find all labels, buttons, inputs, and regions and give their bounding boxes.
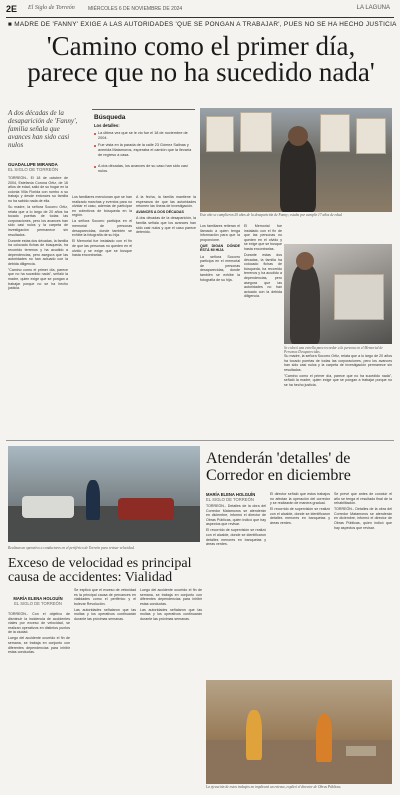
main-story-kicker: ■ MADRE DE 'FANNY' EXIGE A LAS AUTORIDADES 'QUE SE PONGAN A TRABAJAR', PUES NO SE HA HECHO JUSTICIA [8, 21, 397, 28]
main-story-column-2: Los familiares mencionan que se han realizado marchas y eventos para no olvidar el caso, además de participar en colectivos de búsqueda en la región. La señora Socorro participa en el memorial de personas desaparecidas, donde también se exhibe la fotografía de su hija. El Memorial fue instalado con el fin de que las personas no queden en el olvido y se exige que se busque hasta encontrarlas. [72, 195, 132, 258]
masthead [0, 0, 400, 18]
bullet-icon [94, 133, 96, 135]
main-headline-line-2: parece que no ha sucedido nada' [27, 57, 375, 87]
bullet-icon [94, 166, 96, 168]
main-story-column-3: A la fecha, la familia mantiene la esperanza de que las autoridades retomen las líneas de investigación. AVANCES A DOS DÉCADAS A dos décadas de la desaparición, la familia señala que los avances han sido casi nulos y que el caso parece detenido. [136, 195, 196, 235]
third-story-column-1: TORREÓN.- Detalles de la obra del Corredor Matamoros se atenderán en diciembre, informó el director de Obras Públicas, quien indicó que hay aspectos que revisar. El recorrido de supervisión se realizó con el alcalde, donde se identificaron detalles menores en banquetas y áreas verdes. [206, 504, 266, 547]
third-story-column-2: El director señaló que estos trabajos no afectan la operación del corredor y se realizarán de manera gradual. El recorrido de supervisión se realizó con el alcalde, donde se identificaron detalles menores en banquetas y áreas verdes. [270, 492, 330, 526]
bullet-icon [94, 145, 96, 147]
main-headline [8, 33, 394, 85]
person-figure [290, 264, 320, 344]
car [22, 496, 74, 518]
construction-material [346, 746, 376, 756]
missing-poster [320, 114, 350, 152]
person-head [296, 252, 314, 270]
second-story-column-1: TORREÓN.- Con el objetivo de disminuir la incidencia de accidentes viales por exceso de velocidad, se realizan operativos en distintos puntos de la ciudad. Luego del accidente ocurrido el fin de semana, se trabaja en conjunto con diferentes dependencias para inhibir estas conductas. [8, 612, 70, 655]
main-story-column-6: Su madre, la señora Socorro Ortiz, relata que a lo largo de 20 años ha tocado puertas de todas las corporaciones, pero los avances han sido casi nulos y la carpeta de investigación permanece sin resultados. "Camino como el primer día, parece que no ha sucedido nada", señaló la madre, quien exige que se pongan a trabajar porque no se ha hecho justicia. [284, 354, 392, 388]
photo-caption: Este año se cumplieron 20 años de la desaparición de Fanny; estaba por cumplir 17 años de edad. [200, 213, 343, 217]
box-item: Fue vista en la parada de la calle 23 Gómez Salinas y avenida Matamoros, esperaba el camión que la llevaría de regreso a casa. [94, 143, 194, 157]
masthead-rule [6, 17, 394, 18]
worker-figure [246, 710, 262, 760]
main-story-column-5: El Memorial fue instalado con el fin de que las personas no queden en el olvido y se exige que se busque hasta encontrarlas. Durante estas dos décadas, la familia ha colocado fichas de búsqueda, ha recorrido terrenos y ha acudido a dependencias, pero asegura que las autoridades no han actuado con la debida diligencia. [244, 224, 282, 299]
box-title: Búsqueda [94, 114, 126, 121]
second-headline: Exceso de velocidad es principal causa de accidentes: Vialidad [8, 556, 192, 585]
third-story-column-3: Se prevé que antes de concluir el año se tenga el resultado final de la rehabilitación. TORREÓN.- Detalles de la obra del Corredor Matamoros se atenderán en diciembre, informó el director de Obras Públicas, quien indicó que hay aspectos que revisar. [334, 492, 392, 530]
issue-date: MIÉRCOLES 6 DE NOVIEMBRE DE 2024 [88, 6, 183, 12]
byline-org: EL SIGLO DE TORREÓN [14, 601, 62, 606]
corridor-works-photo [206, 680, 392, 784]
byline-org: EL SIGLO DE TORREÓN [206, 497, 254, 502]
memorial-photo [200, 108, 392, 212]
photo-caption: La ejecución de estos trabajos no implicará un retraso, explicó el director de Obras Públicas. [206, 785, 342, 789]
main-story-summary: A dos décadas de la desaparición de 'Fanny', familia señala que avances han sido casi nulos [8, 109, 78, 149]
byline-org: EL SIGLO DE TORREÓN [8, 167, 59, 172]
main-story-column-1: TORREÓN.- El 18 de octubre de 2004, Estefanía Corona Ortiz, de 16 años de edad, salió de su hogar en la colonia Villa Florida con rumbo a su trabajo y desde entonces su familia no ha sabido nada de ella. Su madre, la señora Socorro Ortiz, relata que a lo largo de 20 años ha tocado puertas de todas las corporaciones, pero los avances han sido casi nulos y la carpeta de investigación permanece sin resultados. Durante estas dos décadas, la familia ha colocado fichas de búsqueda, ha recorrido terrenos y ha acudido a dependencias, pero asegura que las autoridades no han actuado con la debida diligencia. "Camino como el primer día, parece que no ha sucedido nada", señaló la madre, quien exige que se pongan a trabajar porque no se ha hecho justicia. [8, 176, 68, 291]
section-name: LA LAGUNA [356, 5, 390, 11]
main-headline-line-1: 'Camino como el primer día, [46, 31, 356, 61]
traffic-operation-photo [8, 446, 200, 542]
box-subtitle: Los detalles: [94, 123, 120, 128]
byline-author: MARÍA ELENA HOLGUÍN [206, 492, 256, 497]
missing-poster [206, 116, 234, 152]
third-headline: Atenderán 'detalles' de Corredor en diciembre [206, 450, 351, 484]
person-figure [280, 138, 316, 212]
second-story-column-3: Luego del accidente ocurrido el fin de semana, se trabaja en conjunto con diferentes dependencias para inhibir estas conductas. Las autoridades señalaron que las multas y los operativos continuarán durante las próximas semanas. [140, 588, 202, 622]
byline-author: MARÍA ELENA HOLGUÍN [13, 596, 63, 601]
person-head [288, 126, 308, 146]
box-item: A dos décadas, los avances de su caso han sido casi nulos. [94, 164, 194, 174]
photo-caption: Realizan un operativo a conductores en el periférico de Torreón para revisar velocidad. [8, 546, 135, 550]
subhead: QUE DIGAN DÓNDE ESTÁ MI HIJA [200, 243, 240, 253]
officer-figure [86, 480, 100, 520]
newspaper-name: El Siglo de Torreón [28, 5, 75, 11]
worker-figure [316, 714, 332, 762]
third-story-byline [206, 492, 266, 502]
main-story-column-4: Los familiares reiteran el llamado a quien tenga información para que la proporcione. QUE DIGAN DÓNDE ESTÁ MI HIJA La señora Socorro participa en el memorial de personas desaparecidas, donde también se exhibe la fotografía de su hija. [200, 224, 240, 282]
byline-author: GUADALUPE MIRANDA [8, 162, 58, 167]
memorial-star-photo [284, 244, 392, 344]
second-story-byline [8, 596, 68, 606]
second-story-column-2: Se explicó que el exceso de velocidad es la principal causa de percances en vialidades como el periférico y el bulevar Revolución. Las autoridades señalaron que las multas y los operativos continuarán durante las próximas semanas. [74, 588, 136, 622]
car [118, 498, 174, 520]
missing-poster [356, 118, 386, 154]
search-details-box [92, 109, 195, 191]
photo-caption: Se colocó una estrella para recordar a la persona en el Memorial de Personas Desaparecidas. [284, 346, 383, 354]
page-number: 2E [6, 4, 18, 14]
memorial-plaque [334, 274, 384, 320]
main-story-byline [8, 162, 88, 172]
box-item: La última vez que se le vio fue el 18 de noviembre de 2004. [94, 131, 194, 141]
subhead: AVANCES A DOS DÉCADAS [136, 210, 184, 215]
section-divider [6, 440, 394, 441]
missing-poster [240, 112, 272, 152]
